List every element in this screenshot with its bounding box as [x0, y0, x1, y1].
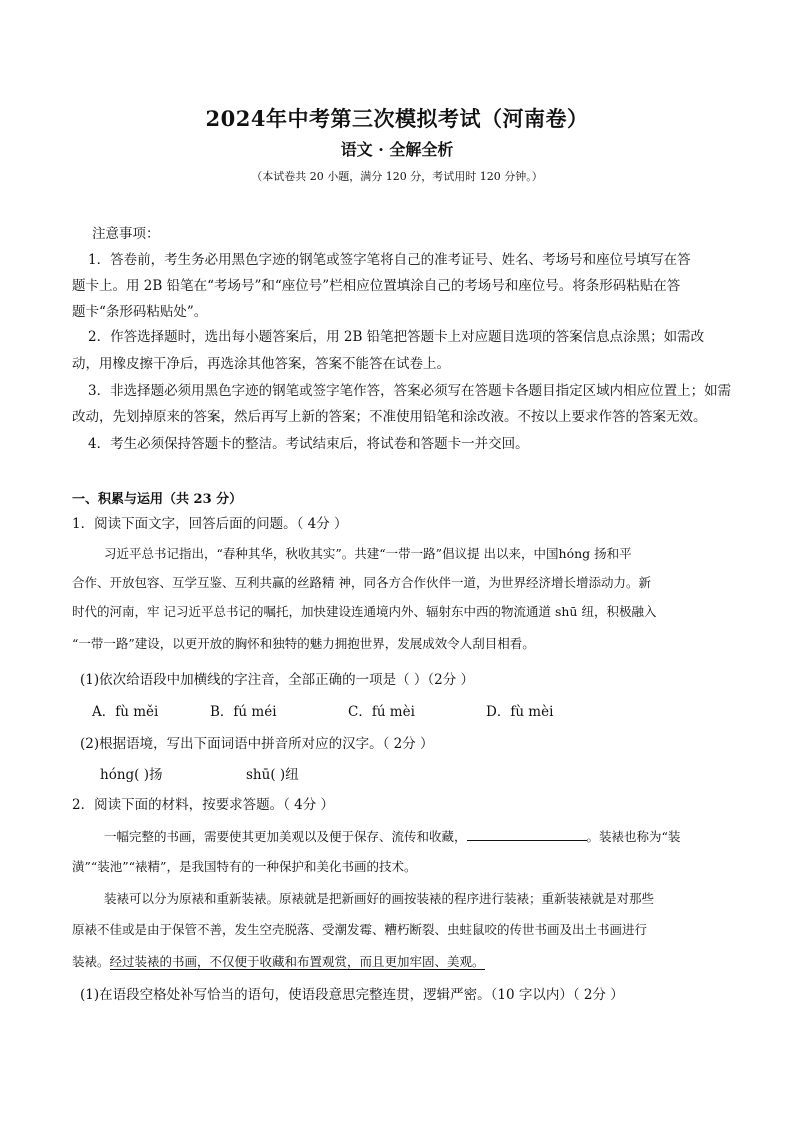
q2-passage-line: 原裱不佳或是由于保管不善，发生空壳脱落、受潮发霉、糟朽断裂、虫蛀鼠咬的传世书画及出土书画进行 [72, 922, 648, 937]
q1-sub1: (1)依次给语段中加横线的字注音，全部正确的一项是（ ）（2分 ） [80, 672, 475, 688]
underlined-sentence: 经过装裱的书画，不仅便于收藏和布置观赏，而且更加牢固、美观。 [109, 954, 485, 969]
exam-note: （本试卷共 20 小题，满分 120 分，考试用时 120 分钟。） [251, 170, 543, 183]
notice-line: 动，用橡皮擦干净后，再选涂其他答案，答案不能答在试卷上。 [72, 356, 450, 372]
q2-passage-text: 。装裱也称为“装 [586, 829, 681, 844]
notice-heading: 注意事项： [92, 226, 160, 242]
q1-passage-line: 时代的河南，牢 记习近平总书记的嘱托，加快建设连通境内外、辐射东中西的物流通道 shū 纽，积极融入 [72, 604, 657, 619]
q1-pinyin-item: hóng( )扬 [100, 767, 163, 783]
q1-option-d: D．fù mèi [486, 704, 554, 720]
q2-passage-line [72, 952, 485, 970]
q1-passage-line: 习近平总书记指出，“春种其华，秋收其实”。共建“一带一路”倡议提 出以来，中国hóng 扬和平 [104, 546, 632, 561]
page-title: 2024年中考第三次模拟考试（河南卷） [205, 106, 589, 131]
q2-passage-line: 潢”“装池”“裱精”，是我国特有的一种保护和美化书画的技术。 [72, 859, 417, 874]
q2-passage-text: 一幅完整的书画，需要使其更加美观以及便于保存、流传和收藏， [104, 829, 467, 844]
answer-blank [467, 828, 587, 841]
question-2-stem: 2．阅读下面的材料，按要求答题。（ 4分 ） [72, 797, 335, 813]
notice-line: 3．非选择题必须用黑色字迹的钢笔或签字笔作答，答案必须写在答题卡各题目指定区域内相应位置上；如需 [88, 383, 732, 399]
q2-passage-text: 装裱。 [72, 954, 110, 969]
q1-option-a: A．fù měi [92, 704, 159, 720]
q2-passage-line: 装裱可以分为原裱和重新装裱。原裱就是把新画好的画按装裱的程序进行装裱；重新装裱就是对那些 [104, 891, 655, 906]
q1-pinyin-item: shū( )纽 [246, 767, 299, 783]
notice-line: 题卡“条形码粘贴处”。 [72, 304, 208, 320]
q1-passage-line: 合作、开放包容、互学互鉴、互利共赢的丝路精 神，同各方合作伙伴一道，为世界经济增长增添动力。新 [72, 575, 651, 590]
notice-line: 2．作答选择题时，选出每小题答案后，用 2B 铅笔把答题卡上对应题目选项的答案信息点涂黑；如需改 [88, 329, 705, 345]
q1-passage-line: “一带一路”建设，以更开放的胸怀和独特的魅力拥抱世界，发展成效令人刮目相看。 [72, 636, 535, 651]
question-1-stem: 1．阅读下面文字，回答后面的问题。（ 4分 ） [72, 516, 348, 532]
page-subtitle: 语文 · 全解全析 [340, 140, 454, 159]
q2-sub1: (1)在语段空格处补写恰当的语句，使语段意思完整连贯，逻辑严密。（10 字以内）（ 2分 ） [80, 987, 624, 1003]
notice-line: 题卡上。用 2B 铅笔在“考场号”和“座位号”栏相应位置填涂自己的考场号和座位号。将条形码粘贴在答 [72, 278, 681, 294]
notice-line: 4．考生必须保持答题卡的整洁。考试结束后，将试卷和答题卡一并交回。 [88, 436, 529, 452]
q1-option-b: B．fú méi [210, 704, 277, 720]
q1-option-c: C．fú mèi [348, 704, 415, 720]
q2-passage-line [104, 827, 680, 845]
notice-line: 改动，先划掉原来的答案，然后再写上新的答案；不准使用铅笔和涂改液。不按以上要求作答的答案无效。 [72, 409, 707, 425]
section-heading: 一、积累与运用（共 23 分） [72, 492, 243, 507]
q1-sub2: (2)根据语境，写出下面词语中拼音所对应的汉字。（ 2分 ） [80, 736, 434, 752]
notice-line: 1．答卷前，考生务必用黑色字迹的钢笔或签字笔将自己的准考证号、姓名、考场号和座位号填写在答 [88, 252, 691, 268]
